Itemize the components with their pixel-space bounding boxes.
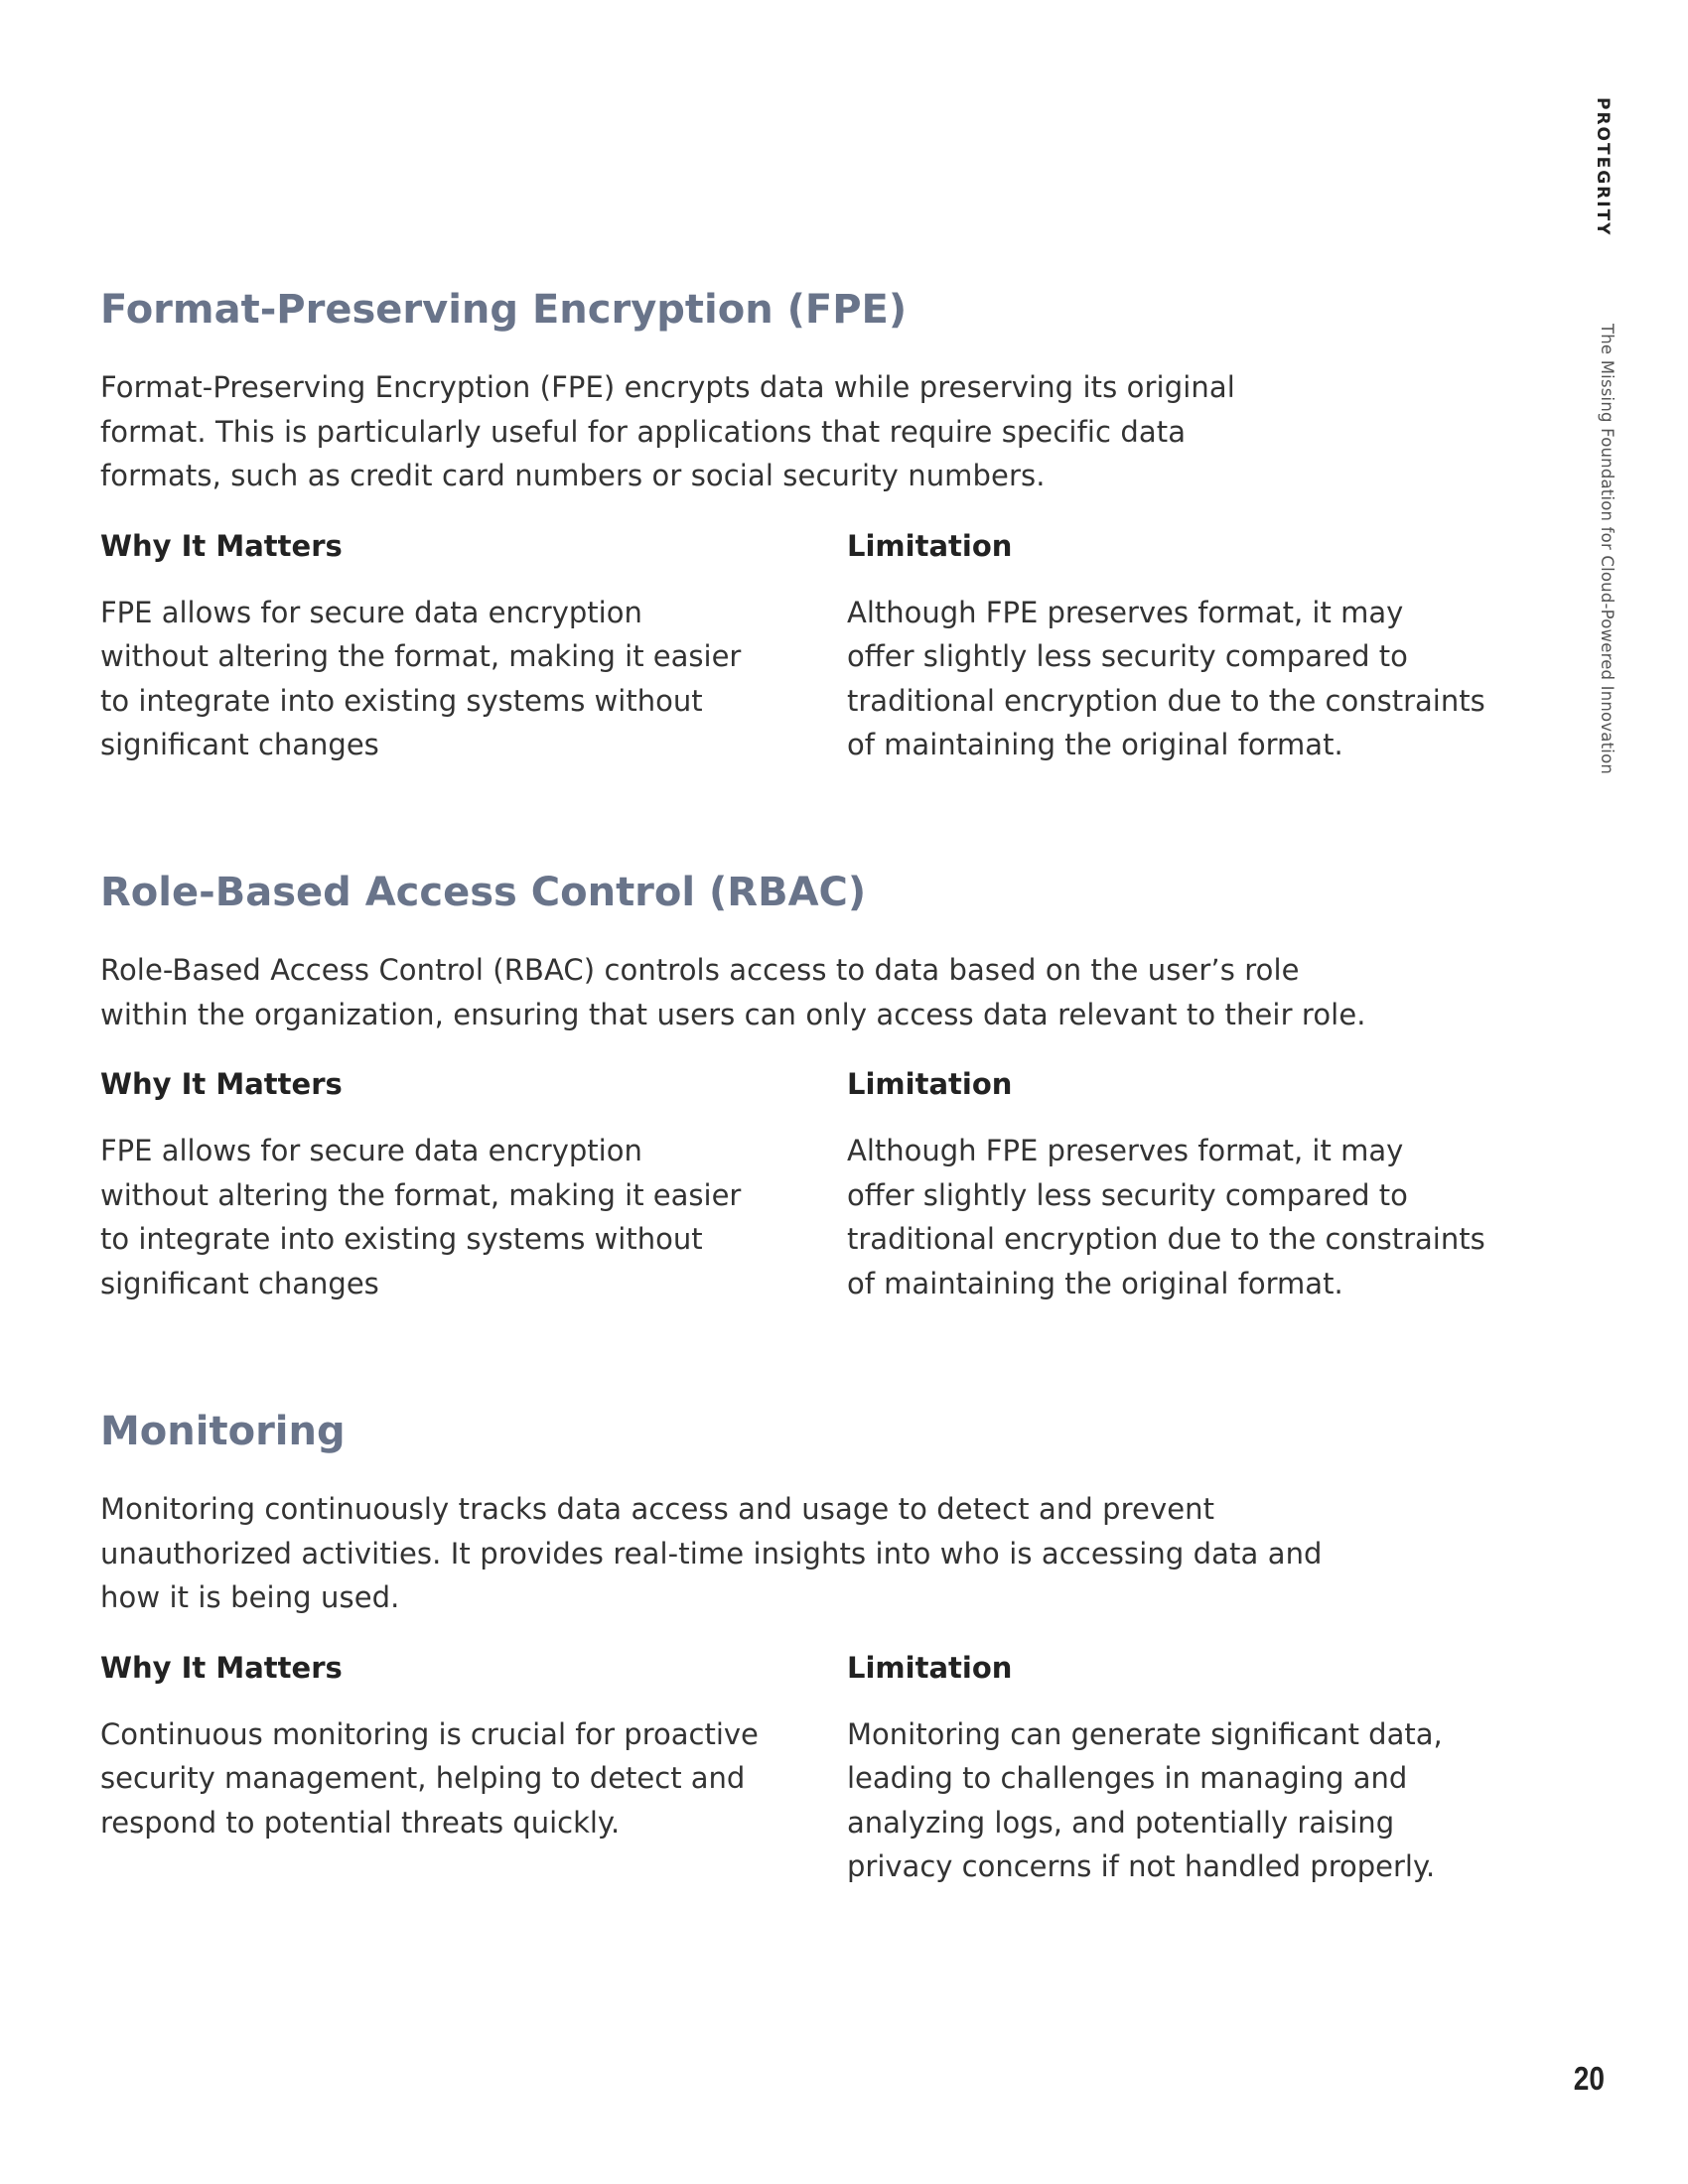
section-title: Format-Preserving Encryption (FPE) (100, 287, 908, 333)
limitation-column (847, 1064, 1510, 1305)
section-rbac (100, 865, 1510, 1305)
why-it-matters-column (100, 1648, 847, 1889)
section-columns (100, 1064, 1510, 1305)
limitation-column (847, 526, 1510, 767)
section-columns (100, 1648, 1510, 1889)
why-it-matters-text: Continuous monitoring is crucial for proactive security management, helping to detect and respond to potential threats quickly. (100, 1716, 759, 1840)
limitation-text: Monitoring can generate significant data, leading to challenges in managing and analyzing logs, and potentially raising privacy concerns if not handled properly. (847, 1716, 1443, 1883)
why-it-matters-text: FPE allows for secure data encryption without altering the format, making it easier to integrate into existing systems without significant changes (100, 1134, 742, 1300)
limitation-heading: Limitation (847, 1650, 1013, 1685)
limitation-heading: Limitation (847, 1067, 1013, 1101)
limitation-column (847, 1648, 1510, 1889)
brand-label: PROTEGRITY (1593, 97, 1613, 237)
section-title: Monitoring (100, 1409, 346, 1454)
limitation-heading: Limitation (847, 528, 1013, 563)
why-it-matters-heading: Why It Matters (100, 1067, 343, 1101)
document-subtitle: The Missing Foundation for Cloud-Powered Innovation (1598, 324, 1617, 775)
limitation-text: Although FPE preserves format, it may offer slightly less security compared to traditional encryption due to the constraints of maintaining the original format. (847, 1134, 1485, 1300)
section-intro: Format-Preserving Encryption (FPE) encrypts data while preserving its original format. This is particularly useful for applications that require specific data formats, such as credit card numbers or social security numbers. (100, 370, 1235, 492)
why-it-matters-heading: Why It Matters (100, 528, 343, 563)
why-it-matters-column (100, 526, 847, 767)
section-intro: Role-Based Access Control (RBAC) controls access to data based on the user’s role within the organization, ensuring that users can only access data relevant to their role. (100, 953, 1366, 1031)
section-intro: Monitoring continuously tracks data access and usage to detect and prevent unauthorized activities. It provides real-time insights into who is accessing data and how it is being used. (100, 1492, 1323, 1614)
why-it-matters-heading: Why It Matters (100, 1650, 343, 1685)
why-it-matters-text: FPE allows for secure data encryption without altering the format, making it easier to integrate into existing systems without significant changes (100, 595, 742, 761)
section-fpe (100, 282, 1510, 767)
why-it-matters-column (100, 1064, 847, 1305)
section-columns (100, 526, 1510, 767)
section-monitoring (100, 1404, 1510, 1889)
limitation-text: Although FPE preserves format, it may offer slightly less security compared to traditional encryption due to the constraints of maintaining the original format. (847, 595, 1485, 761)
page-number: 20 (1573, 2060, 1605, 2097)
section-title: Role-Based Access Control (RBAC) (100, 870, 867, 915)
